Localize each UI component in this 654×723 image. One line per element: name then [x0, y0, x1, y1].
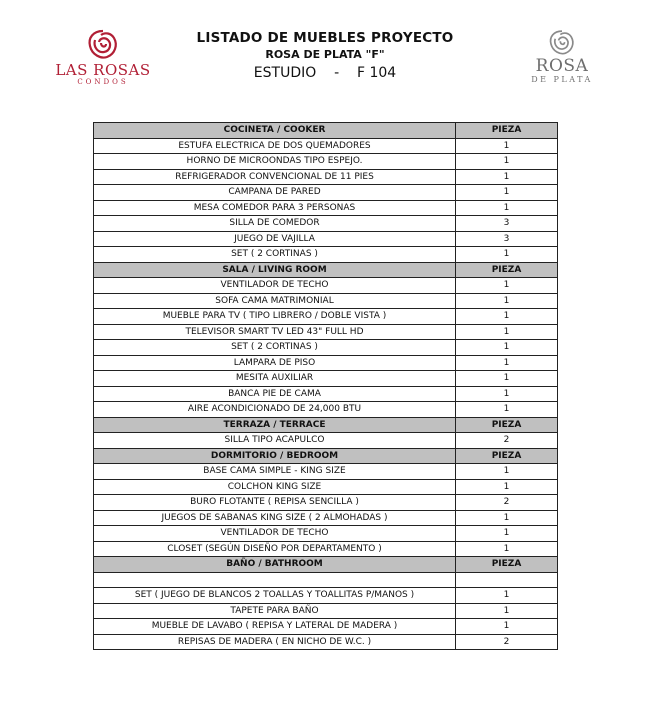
section-header-cooker — [94, 123, 558, 139]
item-qty: 1 — [456, 479, 558, 495]
table-row — [94, 278, 558, 294]
item-name: REFRIGERADOR CONVENCIONAL DE 11 PIES — [94, 169, 456, 185]
table-row — [94, 216, 558, 232]
item-name: SILLA TIPO ACAPULCO — [94, 433, 456, 449]
qty-header: PIEZA — [456, 448, 558, 464]
item-name: BANCA PIE DE CAMA — [94, 386, 456, 402]
table-row — [94, 154, 558, 170]
table-row — [94, 185, 558, 201]
item-qty — [456, 572, 558, 588]
las-rosas-logo — [46, 28, 160, 87]
item-qty: 1 — [456, 464, 558, 480]
table-row — [94, 572, 558, 588]
item-qty: 1 — [456, 619, 558, 635]
item-name: TELEVISOR SMART TV LED 43" FULL HD — [94, 324, 456, 340]
item-name: VENTILADOR DE TECHO — [94, 526, 456, 542]
item-qty: 1 — [456, 340, 558, 356]
item-qty: 1 — [456, 185, 558, 201]
item-name: CLOSET (SEGÚN DISEÑO POR DEPARTAMENTO ) — [94, 541, 456, 557]
item-qty: 1 — [456, 169, 558, 185]
item-qty: 3 — [456, 231, 558, 247]
item-name: ESTUFA ELECTRICA DE DOS QUEMADORES — [94, 138, 456, 154]
table-row — [94, 340, 558, 356]
rose-icon — [83, 28, 123, 62]
table-row — [94, 169, 558, 185]
item-name: AIRE ACONDICIONADO DE 24,000 BTU — [94, 402, 456, 418]
item-name: SOFA CAMA MATRIMONIAL — [94, 293, 456, 309]
item-qty: 1 — [456, 324, 558, 340]
item-qty: 1 — [456, 603, 558, 619]
table-row — [94, 464, 558, 480]
unit-line — [160, 63, 490, 83]
table-row — [94, 479, 558, 495]
table-row — [94, 603, 558, 619]
item-name: JUEGOS DE SABANAS KING SIZE ( 2 ALMOHADAS ) — [94, 510, 456, 526]
rose-icon — [545, 28, 579, 58]
item-name: BASE CAMA SIMPLE - KING SIZE — [94, 464, 456, 480]
section-title: SALA / LIVING ROOM — [94, 262, 456, 278]
item-name: BURO FLOTANTE ( REPISA SENCILLA ) — [94, 495, 456, 511]
table-row — [94, 231, 558, 247]
item-qty: 1 — [456, 541, 558, 557]
item-qty: 1 — [456, 386, 558, 402]
section-title: BAÑO / BATHROOM — [94, 557, 456, 573]
item-qty: 1 — [456, 278, 558, 294]
las-rosas-brand: LAS ROSAS — [55, 61, 151, 79]
section-title: TERRAZA / TERRACE — [94, 417, 456, 433]
table-row — [94, 200, 558, 216]
item-qty: 2 — [456, 495, 558, 511]
item-name: SET ( JUEGO DE BLANCOS 2 TOALLAS Y TOALLITAS P/MANOS ) — [94, 588, 456, 604]
item-name: MESA COMEDOR PARA 3 PERSONAS — [94, 200, 456, 216]
qty-header: PIEZA — [456, 123, 558, 139]
qty-header: PIEZA — [456, 262, 558, 278]
item-qty: 1 — [456, 402, 558, 418]
section-header-bedroom — [94, 448, 558, 464]
item-qty: 1 — [456, 154, 558, 170]
project-name: ROSA DE PLATA "F" — [265, 48, 385, 61]
item-qty: 1 — [456, 247, 558, 263]
item-qty: 1 — [456, 510, 558, 526]
document-header — [160, 30, 490, 83]
item-name: VENTILADOR DE TECHO — [94, 278, 456, 294]
item-qty: 1 — [456, 588, 558, 604]
rosa-de-plata-subtitle: DE PLATA — [531, 75, 593, 84]
section-title: COCINETA / COOKER — [94, 123, 456, 139]
document-title: LISTADO DE MUEBLES PROYECTO — [196, 30, 454, 46]
table-row — [94, 433, 558, 449]
section-header-living-room — [94, 262, 558, 278]
table-row — [94, 526, 558, 542]
section-header-terrace — [94, 417, 558, 433]
section-title: DORMITORIO / BEDROOM — [94, 448, 456, 464]
table-row — [94, 495, 558, 511]
item-name — [94, 572, 456, 588]
item-name: COLCHON KING SIZE — [94, 479, 456, 495]
item-name: CAMPANA DE PARED — [94, 185, 456, 201]
item-name: REPISAS DE MADERA ( EN NICHO DE W.C. ) — [94, 634, 456, 650]
table-row — [94, 138, 558, 154]
table-row — [94, 293, 558, 309]
item-name: TAPETE PARA BAÑO — [94, 603, 456, 619]
table-row — [94, 309, 558, 325]
table-row — [94, 402, 558, 418]
item-qty: 1 — [456, 309, 558, 325]
item-qty: 1 — [456, 293, 558, 309]
unit-number: F 104 — [356, 65, 397, 81]
table-row — [94, 247, 558, 263]
item-qty: 2 — [456, 433, 558, 449]
table-row — [94, 324, 558, 340]
section-header-bathroom — [94, 557, 558, 573]
rosa-de-plata-logo — [512, 28, 612, 85]
table-row — [94, 634, 558, 650]
las-rosas-subtitle: CONDOS — [77, 78, 129, 86]
item-name: SILLA DE COMEDOR — [94, 216, 456, 232]
qty-header: PIEZA — [456, 417, 558, 433]
item-name: LAMPARA DE PISO — [94, 355, 456, 371]
table-row — [94, 588, 558, 604]
furniture-table — [93, 122, 558, 650]
table-row — [94, 541, 558, 557]
item-qty: 2 — [456, 634, 558, 650]
item-name: SET ( 2 CORTINAS ) — [94, 340, 456, 356]
qty-header: PIEZA — [456, 557, 558, 573]
item-qty: 3 — [456, 216, 558, 232]
item-name: HORNO DE MICROONDAS TIPO ESPEJO. — [94, 154, 456, 170]
table-row — [94, 371, 558, 387]
rosa-de-plata-brand: ROSA — [535, 56, 589, 76]
table-row — [94, 386, 558, 402]
table-row — [94, 510, 558, 526]
item-name: MUEBLE DE LAVABO ( REPISA Y LATERAL DE MADERA ) — [94, 619, 456, 635]
unit-type: ESTUDIO — [253, 65, 317, 81]
item-qty: 1 — [456, 526, 558, 542]
item-name: MESITA AUXILIAR — [94, 371, 456, 387]
table-row — [94, 619, 558, 635]
item-name: MUEBLE PARA TV ( TIPO LIBRERO / DOBLE VISTA ) — [94, 309, 456, 325]
item-qty: 1 — [456, 138, 558, 154]
table-row — [94, 355, 558, 371]
item-name: SET ( 2 CORTINAS ) — [94, 247, 456, 263]
unit-separator: - — [334, 65, 340, 81]
item-qty: 1 — [456, 355, 558, 371]
item-name: JUEGO DE VAJILLA — [94, 231, 456, 247]
item-qty: 1 — [456, 371, 558, 387]
item-qty: 1 — [456, 200, 558, 216]
